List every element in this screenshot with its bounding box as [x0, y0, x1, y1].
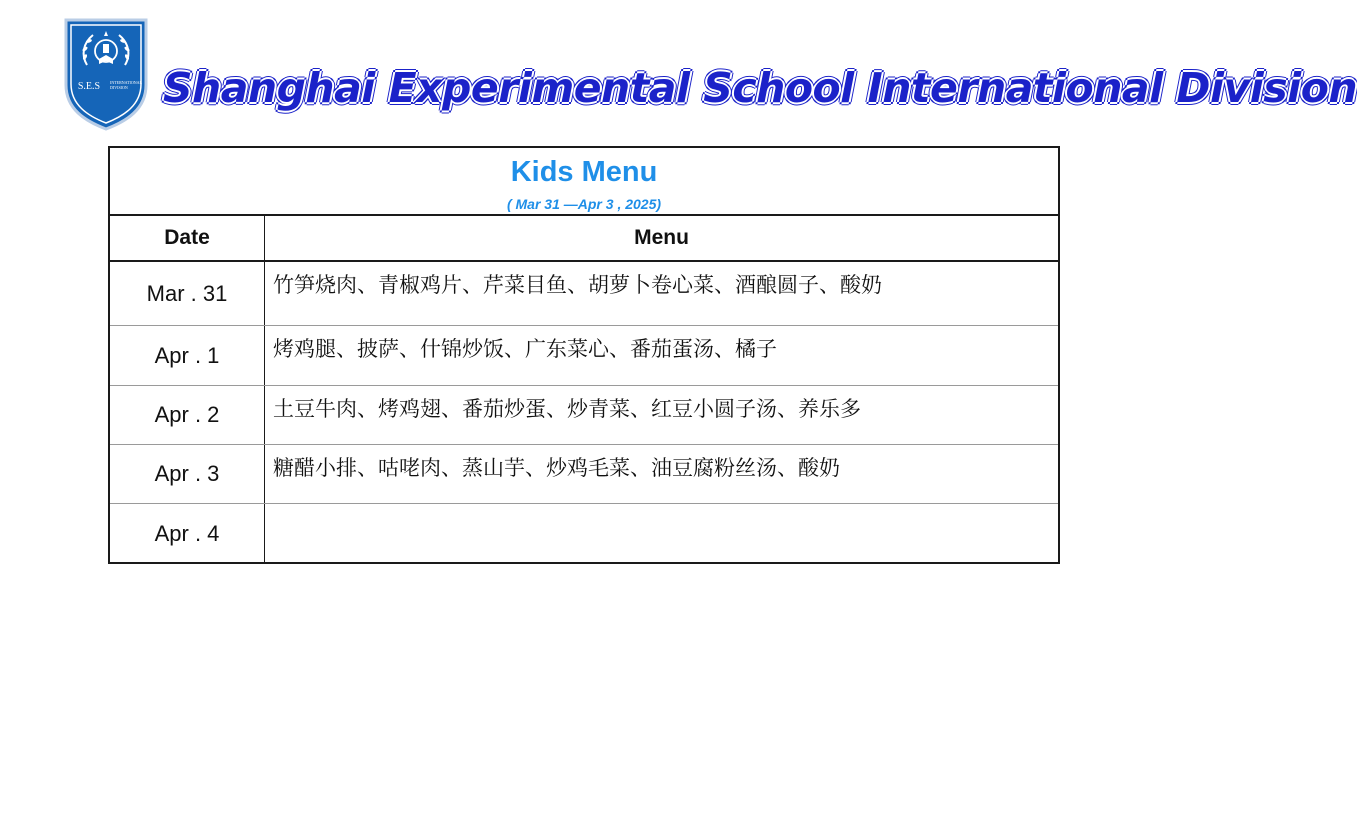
- menu-title: Kids Menu: [510, 156, 658, 188]
- crest-subtext: INTERNATIONAL DIVISION: [110, 80, 142, 90]
- table-row-apr-1: [110, 326, 1058, 386]
- menu-table: [108, 146, 1060, 564]
- table-row-apr-3: [110, 445, 1058, 504]
- row-date: Apr . 3: [110, 445, 265, 503]
- table-row-apr-4: [110, 504, 1058, 564]
- row-date: Apr . 1: [110, 326, 265, 385]
- row-menu-items: 竹笋烧肉、青椒鸡片、芹菜目鱼、胡萝卜卷心菜、酒酿圆子、酸奶: [273, 273, 882, 297]
- school-crest-icon: [63, 17, 149, 131]
- row-date: Apr . 2: [110, 386, 265, 444]
- date-column-header: Date: [110, 216, 265, 262]
- table-row-apr-2: [110, 386, 1058, 445]
- crest-initials: S.E.S: [77, 81, 101, 92]
- row-menu-items: 糖醋小排、咕咾肉、蒸山芋、炒鸡毛菜、油豆腐粉丝汤、酸奶: [273, 456, 840, 480]
- menu-column-header: Menu: [265, 216, 1058, 262]
- table-row-mar-31: [110, 262, 1058, 326]
- school-name-title: Shanghai Experimental School International Division: [163, 64, 1357, 112]
- row-date: Mar . 31: [110, 262, 265, 325]
- menu-title-row: [110, 148, 1058, 216]
- menu-date-range: ( Mar 31 —Apr 3 , 2025): [506, 196, 662, 212]
- row-menu-items: 烤鸡腿、披萨、什锦炒饭、广东菜心、番茄蛋汤、橘子: [273, 337, 777, 361]
- row-menu-items: 土豆牛肉、烤鸡翅、番茄炒蛋、炒青菜、红豆小圆子汤、养乐多: [273, 397, 861, 421]
- row-date: Apr . 4: [110, 504, 265, 564]
- menu-rows: [110, 262, 1058, 564]
- school-logo: [63, 17, 149, 131]
